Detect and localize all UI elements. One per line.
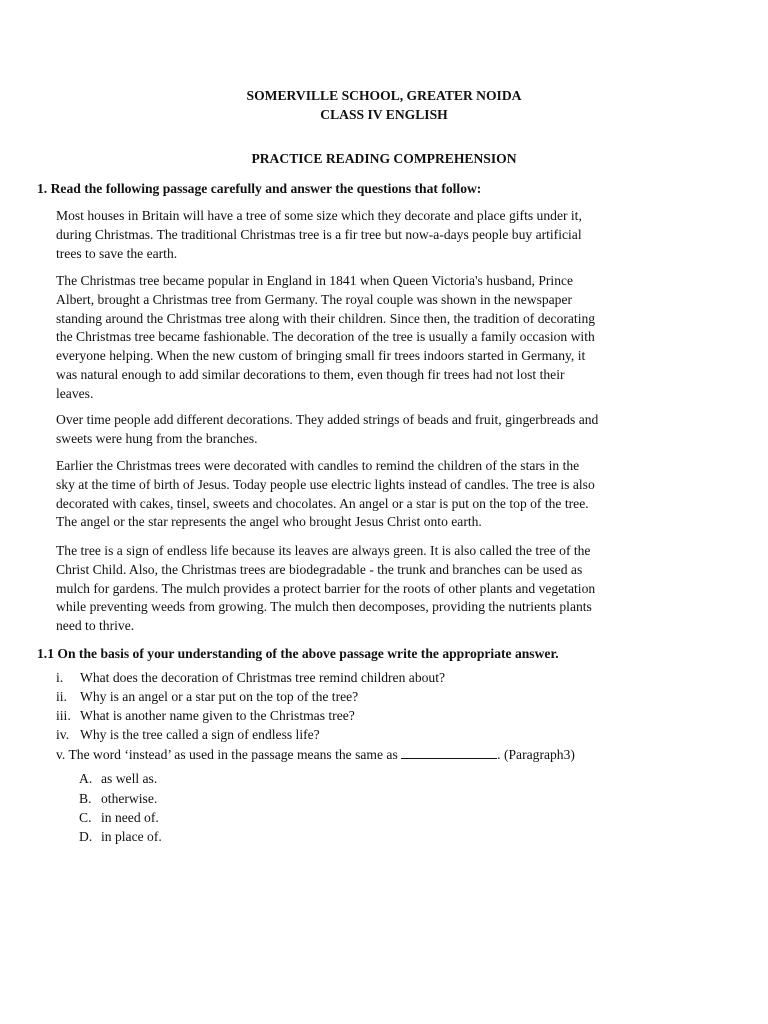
class-title: CLASS IV ENGLISH (320, 107, 448, 122)
option-text: otherwise. (101, 791, 158, 806)
option-text: in need of. (101, 810, 159, 825)
option-text: in place of. (101, 829, 162, 844)
question-item-v (56, 745, 575, 764)
section1-instruction: 1. Read the following passage carefully and answer the questions that follow: (37, 181, 482, 196)
passage-line: leaves. (56, 385, 94, 401)
passage-line: everyone helping. When the new custom of bringing small fir trees indoors started in Germany, it (56, 348, 586, 364)
question-number: i. (56, 670, 64, 685)
passage-line: The angel or the star represents the angel who brought Jesus Christ onto earth. (56, 514, 482, 530)
section11-instruction: 1.1 On the basis of your understanding of the above passage write the appropriate answer. (37, 646, 559, 661)
passage-line: Albert, brought a Christmas tree from Germany. The royal couple was shown in the newspaper (56, 291, 573, 307)
passage-line: need to thrive. (56, 618, 135, 634)
question-text: What is another name given to the Christmas tree? (80, 708, 355, 723)
passage-paragraph-5 (56, 542, 696, 636)
question-text: v. The word ‘instead’ as used in the passage means the same as (56, 747, 398, 762)
question-number: iii. (56, 708, 71, 723)
passage-line: trees to save the earth. (56, 245, 178, 261)
passage-line: sky at the time of birth of Jesus. Today people use electric lights instead of candles. The tree is also (56, 476, 595, 492)
option-a (79, 769, 157, 788)
passage-line: Most houses in Britain will have a tree of some size which they decorate and place gifts under it, (56, 208, 582, 223)
passage-paragraph-1 (56, 207, 696, 263)
question-suffix: . (Paragraph3) (497, 747, 575, 762)
question-item (56, 706, 355, 725)
passage-line: sweets were hung from the branches. (56, 430, 258, 446)
school-name: SOMERVILLE SCHOOL, GREATER NOIDA (246, 88, 522, 103)
passage-line: while preventing weeds from growing. The mulch then decomposes, providing the nutrients plants (56, 599, 592, 615)
option-b (79, 789, 157, 808)
question-number: iv. (56, 727, 70, 742)
worksheet-title: PRACTICE READING COMPREHENSION (251, 151, 517, 166)
passage-paragraph-2 (56, 272, 696, 404)
question-text: Why is an angel or a star put on the top of the tree? (80, 689, 359, 704)
question-item (56, 687, 358, 706)
passage-paragraph-3 (56, 411, 696, 449)
passage-line: during Christmas. The traditional Christmas tree is a fir tree but now-a-days people buy artificial (56, 226, 582, 242)
passage-line: Earlier the Christmas trees were decorated with candles to remind the children of the stars in the (56, 458, 580, 473)
passage-line: Christ Child. Also, the Christmas trees are biodegradable - the trunk and branches can be used as (56, 561, 583, 577)
passage-paragraph-4 (56, 457, 696, 532)
question-number: ii. (56, 689, 67, 704)
question-text: What does the decoration of Christmas tree remind children about? (80, 670, 446, 685)
option-letter: A. (79, 771, 93, 786)
option-text: as well as. (101, 771, 158, 786)
passage-line: standing around the Christmas tree along with their children. Since then, the tradition of decorating (56, 310, 596, 326)
option-letter: D. (79, 829, 93, 844)
option-d (79, 827, 162, 846)
passage-line: the Christmas tree became fashionable. The decoration of the tree is usually a family occasion with (56, 329, 595, 345)
passage-line: was natural enough to add similar decorations to them, even though fir trees had not lost their (56, 366, 565, 382)
passage-line: Over time people add different decorations. They added strings of beads and fruit, gingerbreads and (56, 412, 599, 427)
passage-line: The tree is a sign of endless life because its leaves are always green. It is also called the tree of the (56, 543, 591, 558)
question-text: Why is the tree called a sign of endless life? (80, 727, 320, 742)
option-letter: B. (79, 791, 92, 806)
passage-line: The Christmas tree became popular in England in 1841 when Queen Victoria's husband, Prince (56, 273, 574, 288)
option-letter: C. (79, 810, 92, 825)
passage-line: mulch for gardens. The mulch provides a protect barrier for the roots of other plants and vegetation (56, 580, 596, 596)
question-item (56, 668, 445, 687)
question-item (56, 725, 320, 744)
option-c (79, 808, 159, 827)
passage-line: decorated with cakes, tinsel, sweets and chocolates. An angel or a star is put on the top of the tree. (56, 495, 589, 511)
answer-blank (401, 746, 497, 759)
